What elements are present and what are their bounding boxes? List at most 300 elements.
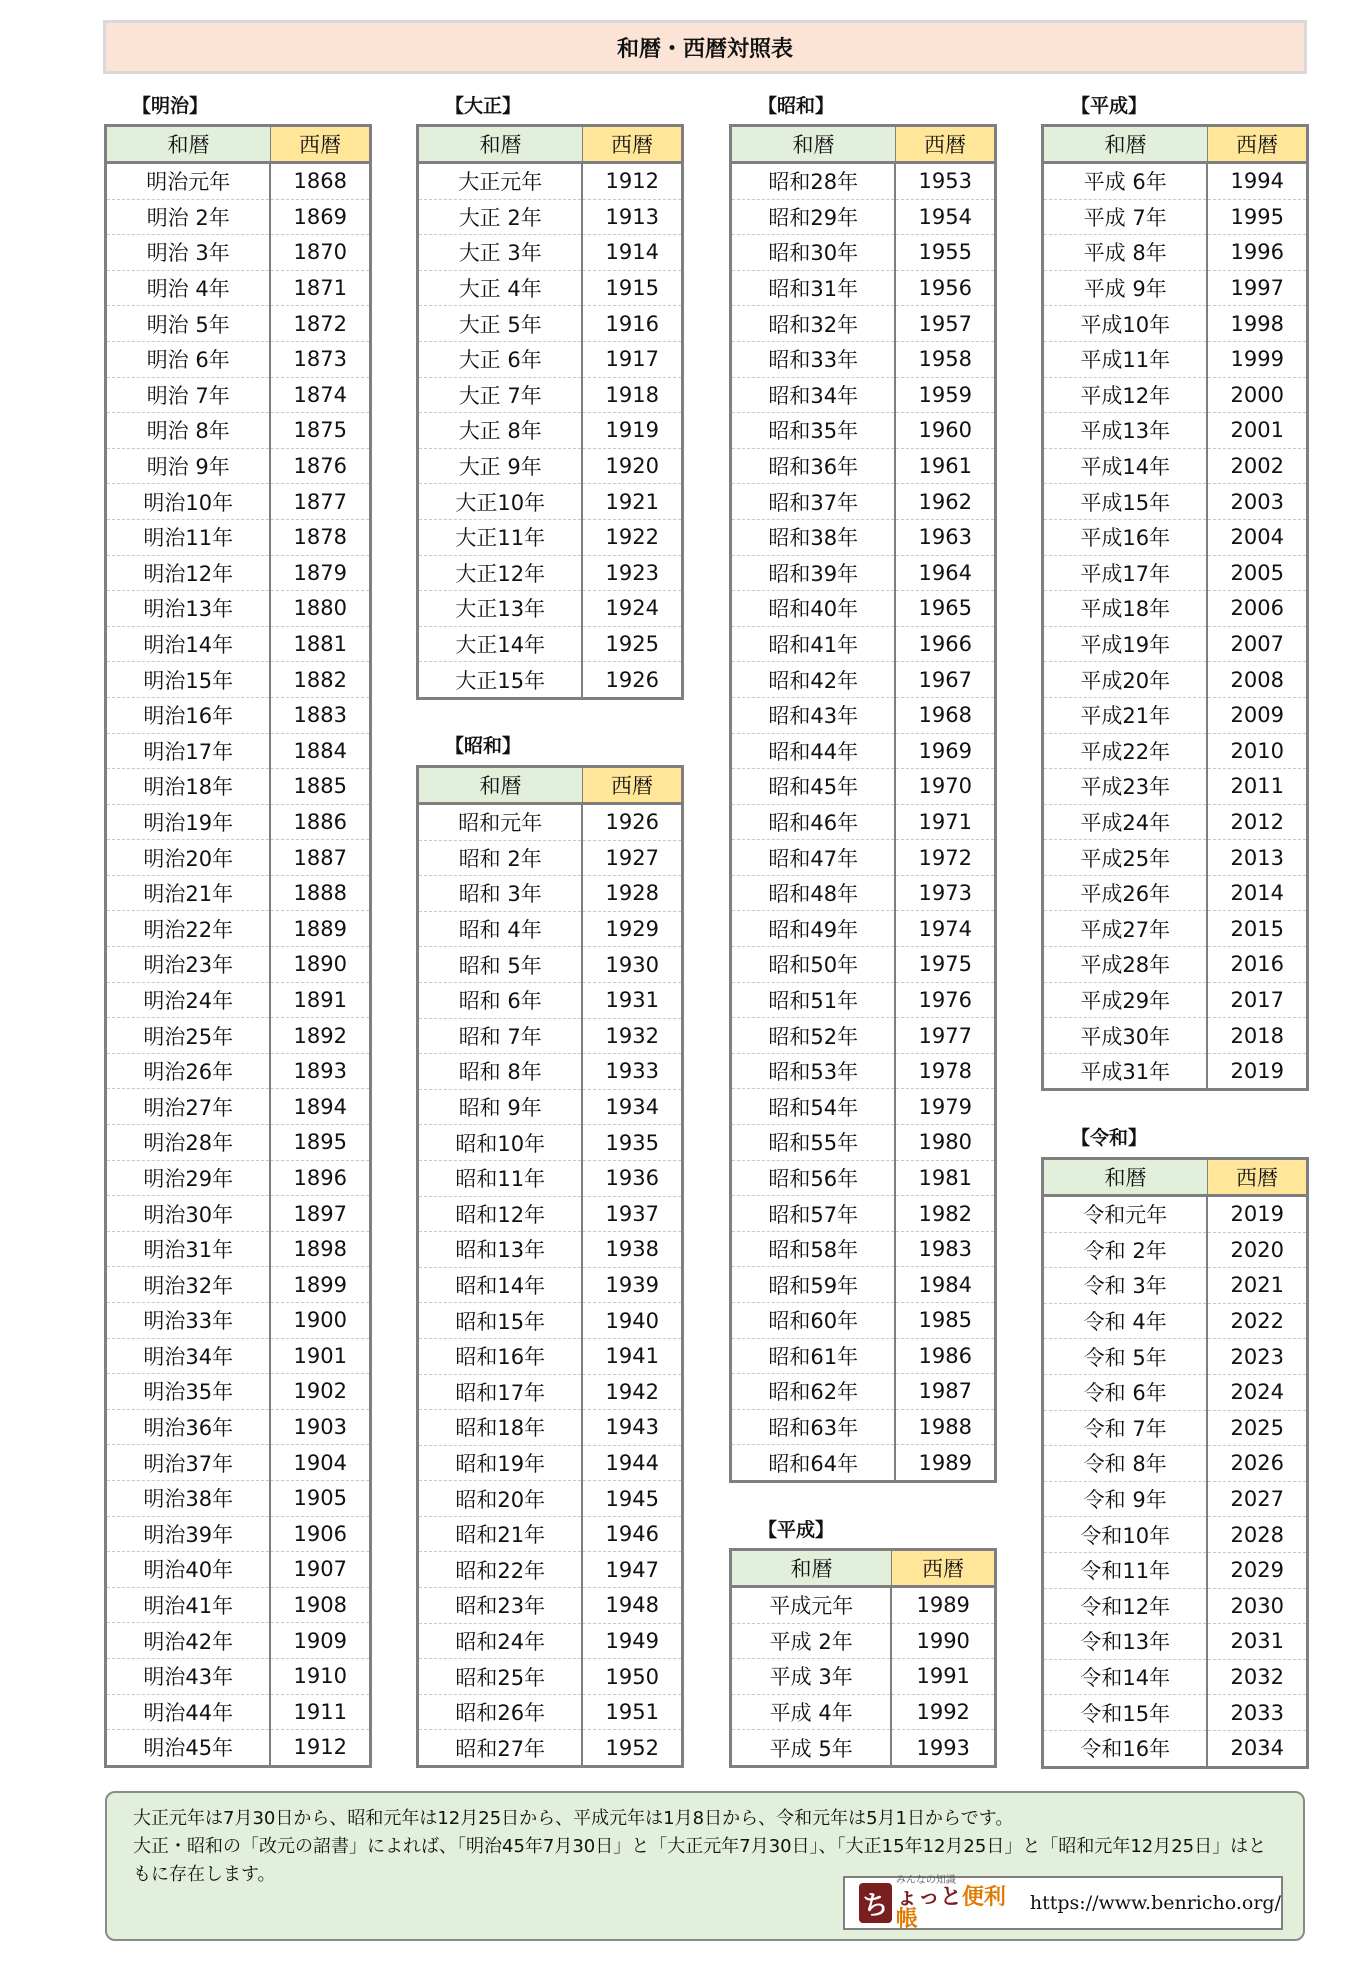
seireki-cell: 1938 bbox=[582, 1232, 682, 1268]
table-row bbox=[106, 1053, 371, 1089]
seireki-cell: 1989 bbox=[918, 1450, 972, 1475]
table-row bbox=[1043, 413, 1308, 449]
table-row bbox=[731, 1409, 996, 1445]
seireki-cell: 1965 bbox=[895, 591, 995, 627]
wareki-cell: 明治39年 bbox=[106, 1516, 271, 1552]
table-row bbox=[106, 1658, 371, 1694]
table-row bbox=[418, 519, 683, 555]
wareki-cell: 昭和61年 bbox=[731, 1338, 896, 1374]
table-row bbox=[731, 1374, 996, 1410]
table-row bbox=[418, 1160, 683, 1196]
seireki-cell: 1948 bbox=[582, 1588, 682, 1624]
wareki-cell: 昭和14年 bbox=[418, 1267, 583, 1303]
wareki-cell: 平成元年 bbox=[731, 1587, 892, 1624]
header-seireki: 西暦 bbox=[891, 1550, 995, 1587]
seireki-cell: 1931 bbox=[582, 982, 682, 1018]
seireki-cell: 1900 bbox=[270, 1303, 370, 1339]
seireki-cell: 1901 bbox=[270, 1338, 370, 1374]
table-row bbox=[731, 840, 996, 876]
wareki-cell: 明治32年 bbox=[106, 1267, 271, 1303]
table-row bbox=[418, 982, 683, 1018]
table-row bbox=[106, 769, 371, 805]
seireki-cell: 1998 bbox=[1207, 306, 1307, 342]
wareki-cell: 明治23年 bbox=[106, 947, 271, 983]
table-row bbox=[418, 1303, 683, 1339]
seireki-cell: 1921 bbox=[582, 484, 682, 520]
seireki-cell: 1915 bbox=[582, 270, 682, 306]
seireki-cell: 1945 bbox=[582, 1481, 682, 1517]
seireki-cell: 1887 bbox=[270, 840, 370, 876]
table-row bbox=[418, 1267, 683, 1303]
seireki-cell: 1955 bbox=[895, 235, 995, 271]
seireki-cell: 2006 bbox=[1207, 591, 1307, 627]
table-row bbox=[106, 413, 371, 449]
table-row bbox=[1043, 1552, 1308, 1588]
seireki-cell: 1994 bbox=[1207, 163, 1307, 200]
seireki-cell: 1960 bbox=[895, 413, 995, 449]
seireki-cell: 2002 bbox=[1207, 448, 1307, 484]
note-line-1: 大正元年は7月30日から、昭和元年は12月25日から、平成元年は1月8日から、令和元年は5月1日からです。 bbox=[133, 1808, 1014, 1829]
table-row bbox=[731, 591, 996, 627]
wareki-cell: 昭和62年 bbox=[731, 1374, 896, 1410]
table-row bbox=[731, 769, 996, 805]
seireki-cell: 1942 bbox=[582, 1374, 682, 1410]
seireki-cell: 2023 bbox=[1207, 1339, 1307, 1375]
table-row bbox=[1043, 697, 1308, 733]
table-row bbox=[731, 1018, 996, 1054]
table-row bbox=[731, 1160, 996, 1196]
table-row bbox=[106, 1480, 371, 1516]
header-wareki: 和暦 bbox=[106, 126, 271, 163]
seireki-cell: 1873 bbox=[270, 341, 370, 377]
table-row bbox=[731, 1267, 996, 1303]
seireki-cell: 1909 bbox=[270, 1623, 370, 1659]
table-row bbox=[1043, 840, 1308, 876]
wareki-cell: 昭和57年 bbox=[731, 1196, 896, 1232]
table-row bbox=[1043, 270, 1308, 306]
table-row bbox=[106, 1409, 371, 1445]
table-row bbox=[731, 519, 996, 555]
wareki-cell: 昭和15年 bbox=[418, 1303, 583, 1339]
wareki-cell: 昭和24年 bbox=[418, 1623, 583, 1659]
seireki-cell: 1892 bbox=[270, 1018, 370, 1054]
seireki-cell: 1910 bbox=[270, 1658, 370, 1694]
table-row bbox=[1043, 626, 1308, 662]
table-row bbox=[418, 662, 683, 699]
wareki-cell: 昭和43年 bbox=[731, 697, 896, 733]
table-row bbox=[1043, 199, 1308, 235]
seireki-cell: 1951 bbox=[582, 1694, 682, 1730]
wareki-cell: 令和 7年 bbox=[1043, 1410, 1208, 1446]
wareki-cell: 平成19年 bbox=[1043, 626, 1208, 662]
wareki-cell: 平成23年 bbox=[1043, 769, 1208, 805]
table-row bbox=[1043, 769, 1308, 805]
seireki-cell: 1956 bbox=[895, 270, 995, 306]
wareki-cell: 昭和元年 bbox=[418, 804, 583, 841]
seireki-cell: 1925 bbox=[582, 626, 682, 662]
seireki-cell: 1882 bbox=[270, 662, 370, 698]
seireki-cell: 1968 bbox=[895, 697, 995, 733]
seireki-cell: 1996 bbox=[1207, 235, 1307, 271]
table-row bbox=[106, 626, 371, 662]
seireki-cell: 1926 bbox=[605, 667, 659, 692]
seireki-cell: 1933 bbox=[582, 1054, 682, 1090]
wareki-cell: 明治12年 bbox=[106, 555, 271, 591]
wareki-cell: 昭和54年 bbox=[731, 1089, 896, 1125]
seireki-cell: 2020 bbox=[1207, 1232, 1307, 1268]
era-label-heisei-2: 【平成】 bbox=[1071, 95, 1148, 117]
wareki-cell: 大正14年 bbox=[418, 626, 583, 662]
header-seireki: 西暦 bbox=[895, 126, 995, 163]
wareki-cell: 平成11年 bbox=[1043, 341, 1208, 377]
seireki-cell: 1913 bbox=[582, 199, 682, 235]
table-row bbox=[1043, 1339, 1308, 1375]
table-row bbox=[418, 1694, 683, 1730]
seireki-cell: 2003 bbox=[1207, 484, 1307, 520]
wareki-cell: 昭和28年 bbox=[731, 163, 896, 200]
seireki-cell: 1884 bbox=[270, 733, 370, 769]
wareki-cell: 平成 3年 bbox=[731, 1659, 892, 1695]
era-table-taisho bbox=[416, 124, 684, 700]
seireki-cell: 1897 bbox=[270, 1196, 370, 1232]
seireki-cell: 1912 bbox=[582, 163, 682, 200]
seireki-cell: 2027 bbox=[1207, 1481, 1307, 1517]
table-row bbox=[106, 591, 371, 627]
wareki-cell: 昭和12年 bbox=[418, 1196, 583, 1232]
seireki-cell: 1875 bbox=[270, 413, 370, 449]
table-row bbox=[106, 911, 371, 947]
seireki-cell: 1889 bbox=[270, 911, 370, 947]
table-row bbox=[1043, 662, 1308, 698]
wareki-cell: 明治33年 bbox=[106, 1303, 271, 1339]
wareki-cell: 明治44年 bbox=[106, 1694, 271, 1730]
table-row bbox=[1043, 341, 1308, 377]
logo-tagline: みんなの知識 bbox=[895, 1875, 956, 1886]
table-row bbox=[106, 1516, 371, 1552]
seireki-cell: 2032 bbox=[1207, 1659, 1307, 1695]
site-url-link[interactable]: https://www.benricho.org/ bbox=[1029, 1892, 1281, 1914]
table-row bbox=[418, 840, 683, 876]
table-row bbox=[418, 1196, 683, 1232]
seireki-cell: 1917 bbox=[582, 341, 682, 377]
wareki-cell: 平成29年 bbox=[1043, 982, 1208, 1018]
wareki-cell: 昭和63年 bbox=[731, 1409, 896, 1445]
seireki-cell: 2033 bbox=[1207, 1695, 1307, 1731]
wareki-cell: 平成18年 bbox=[1043, 591, 1208, 627]
wareki-cell: 昭和29年 bbox=[731, 199, 896, 235]
wareki-cell: 昭和20年 bbox=[418, 1481, 583, 1517]
table-row bbox=[106, 448, 371, 484]
wareki-cell: 平成13年 bbox=[1043, 413, 1208, 449]
wareki-cell: 明治24年 bbox=[106, 982, 271, 1018]
seireki-cell: 1959 bbox=[895, 377, 995, 413]
seireki-cell: 1993 bbox=[916, 1735, 970, 1760]
table-row bbox=[106, 1374, 371, 1410]
site-credit[interactable] bbox=[843, 1876, 1283, 1930]
seireki-cell: 1876 bbox=[270, 448, 370, 484]
seireki-cell: 1896 bbox=[270, 1160, 370, 1196]
wareki-cell: 昭和47年 bbox=[731, 840, 896, 876]
table-row bbox=[1043, 733, 1308, 769]
table-row bbox=[731, 163, 996, 200]
seireki-cell: 2007 bbox=[1207, 626, 1307, 662]
wareki-cell: 平成16年 bbox=[1043, 519, 1208, 555]
wareki-cell: 昭和53年 bbox=[731, 1053, 896, 1089]
wareki-cell: 昭和37年 bbox=[731, 484, 896, 520]
table-row bbox=[1043, 804, 1308, 840]
table-row bbox=[418, 1552, 683, 1588]
wareki-cell: 平成15年 bbox=[1043, 484, 1208, 520]
table-row bbox=[418, 1623, 683, 1659]
wareki-cell: 令和 2年 bbox=[1043, 1232, 1208, 1268]
header-seireki: 西暦 bbox=[1207, 1159, 1307, 1196]
table-row bbox=[106, 1694, 371, 1730]
table-row bbox=[1043, 1232, 1308, 1268]
table-row bbox=[731, 911, 996, 947]
seireki-cell: 1976 bbox=[895, 982, 995, 1018]
table-row bbox=[1043, 306, 1308, 342]
seireki-cell: 1912 bbox=[293, 1735, 347, 1760]
wareki-cell: 昭和22年 bbox=[418, 1552, 583, 1588]
table-row bbox=[1043, 484, 1308, 520]
table-row bbox=[1043, 448, 1308, 484]
wareki-cell: 明治 5年 bbox=[106, 306, 271, 342]
wareki-cell: 昭和 7年 bbox=[418, 1018, 583, 1054]
table-row bbox=[1043, 1018, 1308, 1054]
seireki-cell: 1936 bbox=[582, 1160, 682, 1196]
seireki-cell: 1940 bbox=[582, 1303, 682, 1339]
wareki-cell: 明治36年 bbox=[106, 1409, 271, 1445]
table-row bbox=[1043, 1481, 1308, 1517]
seireki-cell: 1972 bbox=[895, 840, 995, 876]
wareki-cell: 昭和18年 bbox=[418, 1410, 583, 1446]
seireki-cell: 2016 bbox=[1207, 947, 1307, 983]
wareki-cell: 昭和56年 bbox=[731, 1160, 896, 1196]
seireki-cell: 1947 bbox=[582, 1552, 682, 1588]
table-row bbox=[106, 1445, 371, 1481]
table-row bbox=[731, 270, 996, 306]
wareki-cell: 令和15年 bbox=[1043, 1695, 1208, 1731]
table-row bbox=[418, 626, 683, 662]
table-row bbox=[1043, 1695, 1308, 1731]
seireki-cell: 2012 bbox=[1207, 804, 1307, 840]
wareki-cell: 平成 8年 bbox=[1043, 235, 1208, 271]
wareki-cell: 大正15年 bbox=[418, 662, 583, 699]
wareki-cell: 明治 8年 bbox=[106, 413, 271, 449]
seireki-cell: 2030 bbox=[1207, 1588, 1307, 1624]
wareki-cell: 大正 5年 bbox=[418, 306, 583, 342]
table-row bbox=[418, 555, 683, 591]
era-table-meiji bbox=[104, 124, 372, 1768]
header-wareki: 和暦 bbox=[418, 767, 583, 804]
wareki-cell: 昭和38年 bbox=[731, 519, 896, 555]
table-row bbox=[1043, 982, 1308, 1018]
seireki-cell: 2026 bbox=[1207, 1446, 1307, 1482]
seireki-cell: 2034 bbox=[1230, 1736, 1284, 1761]
table-row bbox=[731, 1694, 996, 1730]
wareki-cell: 大正 9年 bbox=[418, 448, 583, 484]
wareki-cell: 明治11年 bbox=[106, 519, 271, 555]
table-row bbox=[106, 1018, 371, 1054]
site-logo bbox=[859, 1875, 1010, 1932]
table-row bbox=[731, 1125, 996, 1161]
seireki-cell: 2025 bbox=[1207, 1410, 1307, 1446]
seireki-cell: 1903 bbox=[270, 1409, 370, 1445]
table-row bbox=[1043, 519, 1308, 555]
seireki-cell: 1984 bbox=[895, 1267, 995, 1303]
table-row bbox=[1043, 591, 1308, 627]
table-row bbox=[106, 1160, 371, 1196]
seireki-cell: 2008 bbox=[1207, 662, 1307, 698]
page-title: 和暦・西暦対照表 bbox=[103, 20, 1307, 74]
wareki-cell: 平成28年 bbox=[1043, 947, 1208, 983]
seireki-cell: 2029 bbox=[1207, 1552, 1307, 1588]
header-wareki: 和暦 bbox=[418, 126, 583, 163]
seireki-cell: 1963 bbox=[895, 519, 995, 555]
seireki-cell: 1880 bbox=[270, 591, 370, 627]
wareki-cell: 昭和 5年 bbox=[418, 947, 583, 983]
seireki-cell: 2018 bbox=[1207, 1018, 1307, 1054]
table-row bbox=[106, 1730, 371, 1767]
wareki-cell: 明治 9年 bbox=[106, 448, 271, 484]
wareki-cell: 平成24年 bbox=[1043, 804, 1208, 840]
wareki-cell: 昭和55年 bbox=[731, 1125, 896, 1161]
wareki-cell: 令和 5年 bbox=[1043, 1339, 1208, 1375]
table-row bbox=[731, 484, 996, 520]
wareki-cell: 昭和44年 bbox=[731, 733, 896, 769]
table-row bbox=[1043, 947, 1308, 983]
wareki-cell: 昭和48年 bbox=[731, 875, 896, 911]
wareki-cell: 昭和52年 bbox=[731, 1018, 896, 1054]
wareki-cell: 昭和13年 bbox=[418, 1232, 583, 1268]
table-row bbox=[106, 1231, 371, 1267]
wareki-cell: 明治34年 bbox=[106, 1338, 271, 1374]
header-wareki: 和暦 bbox=[1043, 1159, 1208, 1196]
wareki-cell: 平成26年 bbox=[1043, 875, 1208, 911]
table-row bbox=[106, 804, 371, 840]
table-row bbox=[1043, 1268, 1308, 1304]
era-label-showa-1: 【昭和】 bbox=[445, 735, 522, 757]
seireki-cell: 2021 bbox=[1207, 1268, 1307, 1304]
table-row bbox=[731, 662, 996, 698]
seireki-cell: 2005 bbox=[1207, 555, 1307, 591]
table-row bbox=[418, 1089, 683, 1125]
table-row bbox=[106, 341, 371, 377]
table-row bbox=[731, 1089, 996, 1125]
seireki-cell: 1899 bbox=[270, 1267, 370, 1303]
seireki-cell: 1870 bbox=[270, 235, 370, 271]
table-row bbox=[106, 235, 371, 271]
seireki-cell: 1872 bbox=[270, 306, 370, 342]
wareki-cell: 昭和34年 bbox=[731, 377, 896, 413]
seireki-cell: 2013 bbox=[1207, 840, 1307, 876]
seireki-cell: 1894 bbox=[270, 1089, 370, 1125]
wareki-cell: 昭和30年 bbox=[731, 235, 896, 271]
wareki-cell: 昭和39年 bbox=[731, 555, 896, 591]
wareki-cell: 昭和19年 bbox=[418, 1445, 583, 1481]
wareki-cell: 大正 2年 bbox=[418, 199, 583, 235]
seireki-cell: 1966 bbox=[895, 626, 995, 662]
seireki-cell: 1985 bbox=[895, 1303, 995, 1339]
wareki-cell: 平成 7年 bbox=[1043, 199, 1208, 235]
table-row bbox=[731, 448, 996, 484]
seireki-cell: 2019 bbox=[1230, 1059, 1284, 1084]
seireki-cell: 2001 bbox=[1207, 413, 1307, 449]
seireki-cell: 2028 bbox=[1207, 1517, 1307, 1553]
wareki-cell: 令和14年 bbox=[1043, 1659, 1208, 1695]
table-row bbox=[731, 697, 996, 733]
seireki-cell: 1944 bbox=[582, 1445, 682, 1481]
seireki-cell: 1999 bbox=[1207, 341, 1307, 377]
wareki-cell: 明治38年 bbox=[106, 1480, 271, 1516]
table-row bbox=[1043, 1730, 1308, 1767]
wareki-cell: 昭和21年 bbox=[418, 1516, 583, 1552]
table-row bbox=[418, 1659, 683, 1695]
seireki-cell: 1881 bbox=[270, 626, 370, 662]
table-row bbox=[106, 1552, 371, 1588]
wareki-cell: 大正13年 bbox=[418, 591, 583, 627]
note-line-2: 大正・昭和の「改元の詔書」によれば、「明治45年7月30日」と「大正元年7月30日」、「大正15年12月25日」と「昭和元年12月25日」はともに存在します。 bbox=[133, 1836, 1267, 1885]
wareki-cell: 昭和33年 bbox=[731, 341, 896, 377]
wareki-cell: 平成 5年 bbox=[731, 1730, 892, 1767]
wareki-cell: 大正11年 bbox=[418, 519, 583, 555]
wareki-cell: 昭和 4年 bbox=[418, 911, 583, 947]
wareki-cell: 昭和16年 bbox=[418, 1338, 583, 1374]
table-row bbox=[731, 1659, 996, 1695]
seireki-cell: 1939 bbox=[582, 1267, 682, 1303]
table-row bbox=[106, 377, 371, 413]
table-row bbox=[1043, 911, 1308, 947]
wareki-cell: 明治 3年 bbox=[106, 235, 271, 271]
header-seireki: 西暦 bbox=[270, 126, 370, 163]
table-row bbox=[418, 377, 683, 413]
wareki-cell: 明治31年 bbox=[106, 1231, 271, 1267]
seireki-cell: 2017 bbox=[1207, 982, 1307, 1018]
wareki-cell: 昭和50年 bbox=[731, 947, 896, 983]
table-row bbox=[106, 733, 371, 769]
seireki-cell: 2014 bbox=[1207, 875, 1307, 911]
seireki-cell: 2011 bbox=[1207, 769, 1307, 805]
table-row bbox=[418, 1018, 683, 1054]
seireki-cell: 1949 bbox=[582, 1623, 682, 1659]
table-row bbox=[418, 804, 683, 841]
seireki-cell: 2019 bbox=[1207, 1196, 1307, 1233]
table-row bbox=[1043, 1303, 1308, 1339]
wareki-cell: 明治43年 bbox=[106, 1658, 271, 1694]
wareki-cell: 昭和25年 bbox=[418, 1659, 583, 1695]
seireki-cell: 1908 bbox=[270, 1587, 370, 1623]
header-wareki: 和暦 bbox=[731, 126, 896, 163]
seireki-cell: 1890 bbox=[270, 947, 370, 983]
table-row bbox=[418, 1588, 683, 1624]
era-table-showa-1 bbox=[416, 765, 684, 1768]
seireki-cell: 1952 bbox=[605, 1735, 659, 1760]
table-row bbox=[106, 982, 371, 1018]
wareki-cell: 令和 9年 bbox=[1043, 1481, 1208, 1517]
seireki-cell: 1919 bbox=[582, 413, 682, 449]
seireki-cell: 1974 bbox=[895, 911, 995, 947]
wareki-cell: 大正 6年 bbox=[418, 341, 583, 377]
wareki-cell: 明治15年 bbox=[106, 662, 271, 698]
seireki-cell: 1920 bbox=[582, 448, 682, 484]
header-seireki: 西暦 bbox=[582, 126, 682, 163]
era-label-heisei-1: 【平成】 bbox=[758, 1519, 835, 1541]
table-row bbox=[1043, 1410, 1308, 1446]
era-label-taisho: 【大正】 bbox=[445, 95, 522, 117]
seireki-cell: 1934 bbox=[582, 1089, 682, 1125]
table-row bbox=[106, 1267, 371, 1303]
wareki-cell: 明治28年 bbox=[106, 1125, 271, 1161]
